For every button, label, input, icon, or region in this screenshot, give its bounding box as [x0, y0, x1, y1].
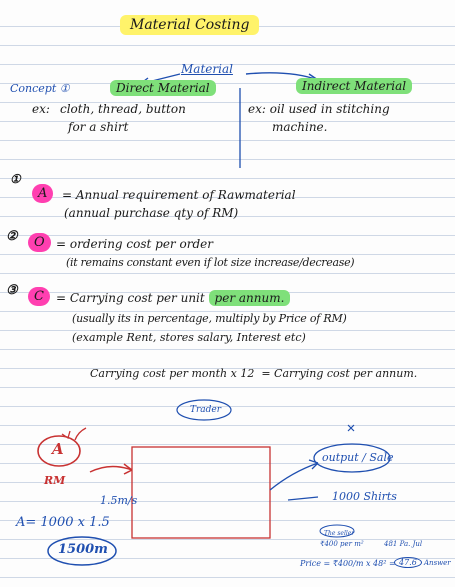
indirect-example-line1: ex: oil used in stitching	[248, 102, 390, 116]
process-box	[132, 447, 270, 538]
diagram-rm-label: RM	[44, 474, 66, 487]
note-seller: The seller	[324, 530, 355, 537]
item2-symbol: O	[28, 236, 51, 250]
diagram-output: output / Sale	[322, 451, 394, 464]
indirect-material-label: Indirect Material	[296, 79, 412, 93]
shirts-arrow	[288, 497, 318, 500]
item3-per-annum: per annum.	[209, 290, 291, 306]
x-mark	[348, 425, 354, 431]
diagram-a-label: A	[52, 440, 64, 458]
item3-symbol: C	[28, 290, 50, 304]
note-rate: ₹400 per m²	[320, 540, 364, 548]
note-unit: 481 Pa. Jul	[384, 540, 423, 548]
a-pointer	[75, 428, 86, 440]
page-title: Material Costing	[120, 18, 259, 32]
item2-line1: = ordering cost per order	[56, 237, 213, 251]
item3-line2: (usually its in percentage, multiply by Price of RM)	[72, 312, 347, 325]
item1-symbol: A	[32, 187, 53, 201]
direct-material-label: Direct Material	[110, 81, 216, 95]
item2-line2: (it remains constant even if lot size increase/decrease)	[66, 256, 355, 269]
carrying-cost-equation: Carrying cost per month x 12 = Carrying cost per annum.	[90, 367, 418, 380]
direct-example-line1: cloth, thread, button	[60, 102, 186, 116]
item3-number: ③	[6, 283, 18, 298]
diagram-shirts: 1000 Shirts	[332, 490, 397, 503]
price-note: Answer	[424, 559, 451, 567]
item3-line1	[56, 291, 290, 305]
price-equation: Price = ₹400/m x 48² =	[300, 559, 396, 568]
item2-number: ②	[6, 229, 18, 244]
diagram-rate: 1.5m/s	[100, 494, 138, 507]
price-circle: 47.6	[394, 556, 422, 570]
diagram-a-equation: A= 1000 x 1.5	[16, 515, 110, 530]
trader-label: Trader	[190, 405, 222, 415]
output-arrow	[270, 463, 318, 490]
item3-line1-text: = Carrying cost per unit	[56, 291, 205, 305]
diagram-a-result: 1500m	[58, 542, 108, 557]
direct-example-line2: for a shirt	[68, 120, 129, 134]
item1-number: ①	[10, 172, 21, 186]
rm-arrow	[90, 466, 132, 472]
item1-line1: = Annual requirement of Rawmaterial	[62, 188, 296, 202]
item1-line2: (annual purchase qty of RM)	[64, 206, 239, 220]
indirect-example-line2: machine.	[272, 120, 328, 134]
material-heading: Material	[181, 62, 233, 76]
item3-line3: (example Rent, stores salary, Interest etc)	[72, 331, 306, 344]
direct-ex-prefix: ex:	[32, 102, 50, 116]
concept-label: Concept ①	[10, 82, 70, 95]
